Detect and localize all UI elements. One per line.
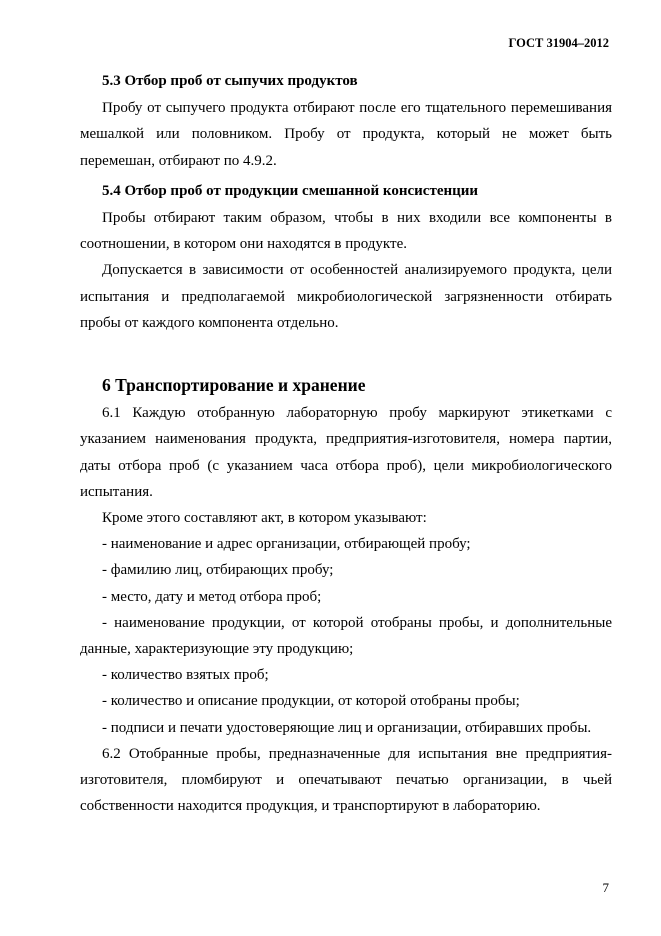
section-5-3-paragraph: Пробу от сыпучего продукта отбирают после его тщательного перемешивания мешалкой или половником. Пробу от продукта, который не может быть перемешан, отбирают по 4.9.2. — [80, 100, 612, 169]
list-item: - место, дату и метод отбора проб; — [102, 588, 322, 605]
document-code-header: ГОСТ 31904–2012 — [508, 36, 609, 50]
section-5-4-paragraph-2: Допускается в зависимости от особенностей анализируемого продукта, цели испытания и предполагаемой микробиологической загрязненности отбирать пробы от каждого компонента отдельно. — [80, 262, 612, 331]
list-item: - количество и описание продукции, от которой отобраны пробы; — [102, 693, 520, 710]
list-item: - подписи и печати удостоверяющие лиц и организации, отбиравших пробы. — [102, 719, 592, 736]
section-5-3-heading: 5.3 Отбор проб от сыпучих продуктов — [102, 73, 358, 89]
act-intro-paragraph: Кроме этого составляют акт, в котором указывают: — [102, 510, 427, 527]
list-item: - наименование и адрес организации, отбирающей пробу; — [102, 536, 471, 553]
section-5-4-heading: 5.4 Отбор проб от продукции смешанной консистенции — [102, 182, 479, 199]
list-item: - наименование продукции, от которой отобраны пробы, и дополнительные данные, характеризующие эту продукцию; — [80, 614, 612, 658]
list-item: - количество взятых проб; — [102, 667, 269, 684]
section-6-heading: 6 Транспортирование и хранение — [102, 375, 366, 396]
section-5-4-paragraph-1: Пробы отбирают таким образом, чтобы в них входили все компоненты в соотношении, в котором они находятся в продукте. — [80, 210, 612, 253]
document-body — [80, 66, 612, 819]
page-number: 7 — [602, 880, 609, 895]
list-item: - фамилию лиц, отбирающих пробу; — [102, 562, 334, 579]
section-6-2-paragraph: 6.2 Отобранные пробы, предназначенные для испытания вне предприятия-изготовителя, пломбируют и опечатывают печатью организации, в чьей собственности находится продукция, и транспортируют в лабораторию. — [80, 745, 612, 815]
section-6-1-paragraph: 6.1 Каждую отобранную лабораторную пробу маркируют этикетками с указанием наименования продукта, предприятия-изготовителя, номера партии, даты отбора проб (с указанием часа отбора проб), цели микробиологического испытания. — [80, 405, 612, 500]
